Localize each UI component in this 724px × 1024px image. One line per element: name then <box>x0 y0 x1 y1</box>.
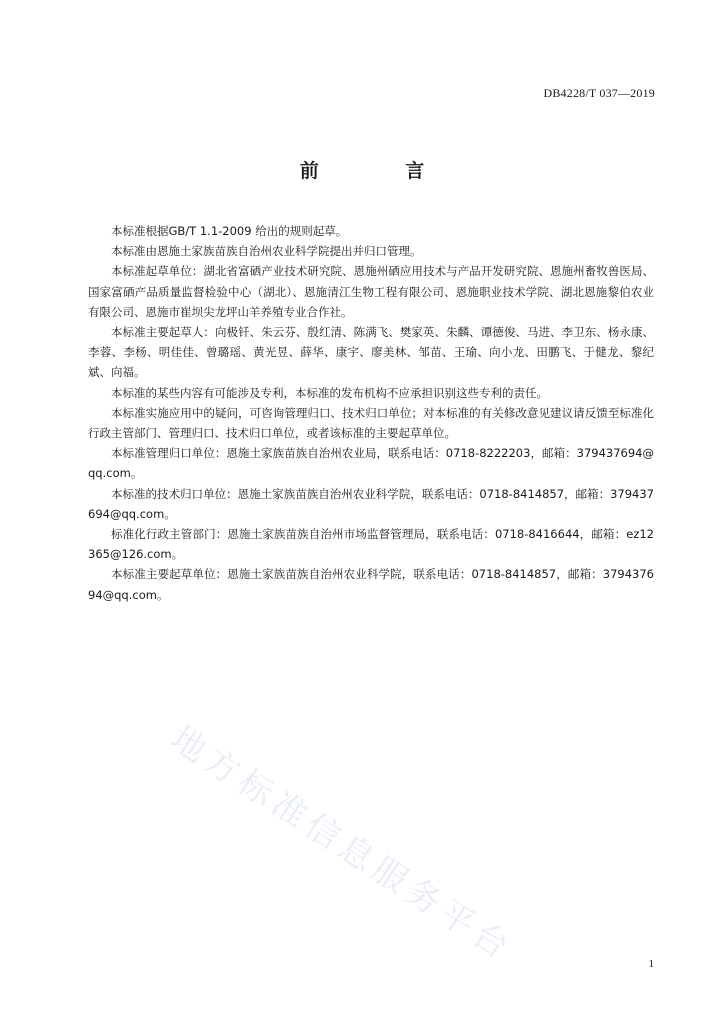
paragraph-patent-notice: 本标准的某些内容有可能涉及专利，本标准的发布机构不应承担识别这些专利的责任。 <box>111 385 548 400</box>
paragraph-drafters: 本标准主要起草人：向极钎、朱云芬、殷红清、陈满飞、樊家英、朱麟、谭德俊、马进、李卫东、杨永康、李蓉、李杨、明佳佳、曾璐瑶、黄光昱、薛华、康宇、廖美林、邹苗、王瑜、向小龙、田鹏飞、于健龙、黎纪斌、向福。 <box>88 325 654 380</box>
paragraph-drafting-units: 本标准起草单位：湖北省富硒产业技术研究院、恩施州硒应用技术与产品开发研究院、恩施州畜牧兽医局、国家富硒产品质量监督检验中心（湖北）、恩施清江生物工程有限公司、恩施职业技术学院、湖北恩施黎伯农业有限公司、恩施市崔坝尖龙坪山羊养殖专业合作社。 <box>88 264 654 319</box>
paragraph-management-unit: 本标准管理归口单位：恩施土家族苗族自治州农业局，联系电话：0718-8222203，邮箱：379437694@qq.com。 <box>88 446 654 481</box>
section-title: 前 言 <box>299 160 465 182</box>
paragraph-technical-unit: 本标准的技术归口单位：恩施土家族苗族自治州农业科学院，联系电话：0718-8414857，邮箱：379437694@qq.com。 <box>88 486 654 521</box>
paragraph-drafting-rules: 本标准根据GB/T 1.1-2009 给出的规则起草。 <box>111 224 348 238</box>
page-number: 1 <box>648 958 654 970</box>
foreword-body <box>88 221 654 605</box>
paragraph-feedback: 本标准实施应用中的疑问，可咨询管理归口、技术归口单位；对本标准的有关修改意见建议请反馈至标准化行政主管部门、管理归口、技术归口单位，或者该标准的主要起草单位。 <box>88 405 654 441</box>
paragraph-proposer: 本标准由恩施土家族苗族自治州农业科学院提出并归口管理。 <box>111 244 422 259</box>
paragraph-admin-department: 标准化行政主管部门：恩施土家族苗族自治州市场监督管理局，联系电话：0718-8416644，邮箱：ez12365@126.com。 <box>88 527 654 562</box>
paragraph-main-drafting-unit: 本标准主要起草单位：恩施土家族苗族自治州农业科学院，联系电话：0718-8414857，邮箱：379437694@qq.com。 <box>88 567 654 602</box>
document-code: DB4228/T 037—2019 <box>543 86 655 100</box>
watermark-text: 地方标准信息服务平台 <box>163 718 521 971</box>
